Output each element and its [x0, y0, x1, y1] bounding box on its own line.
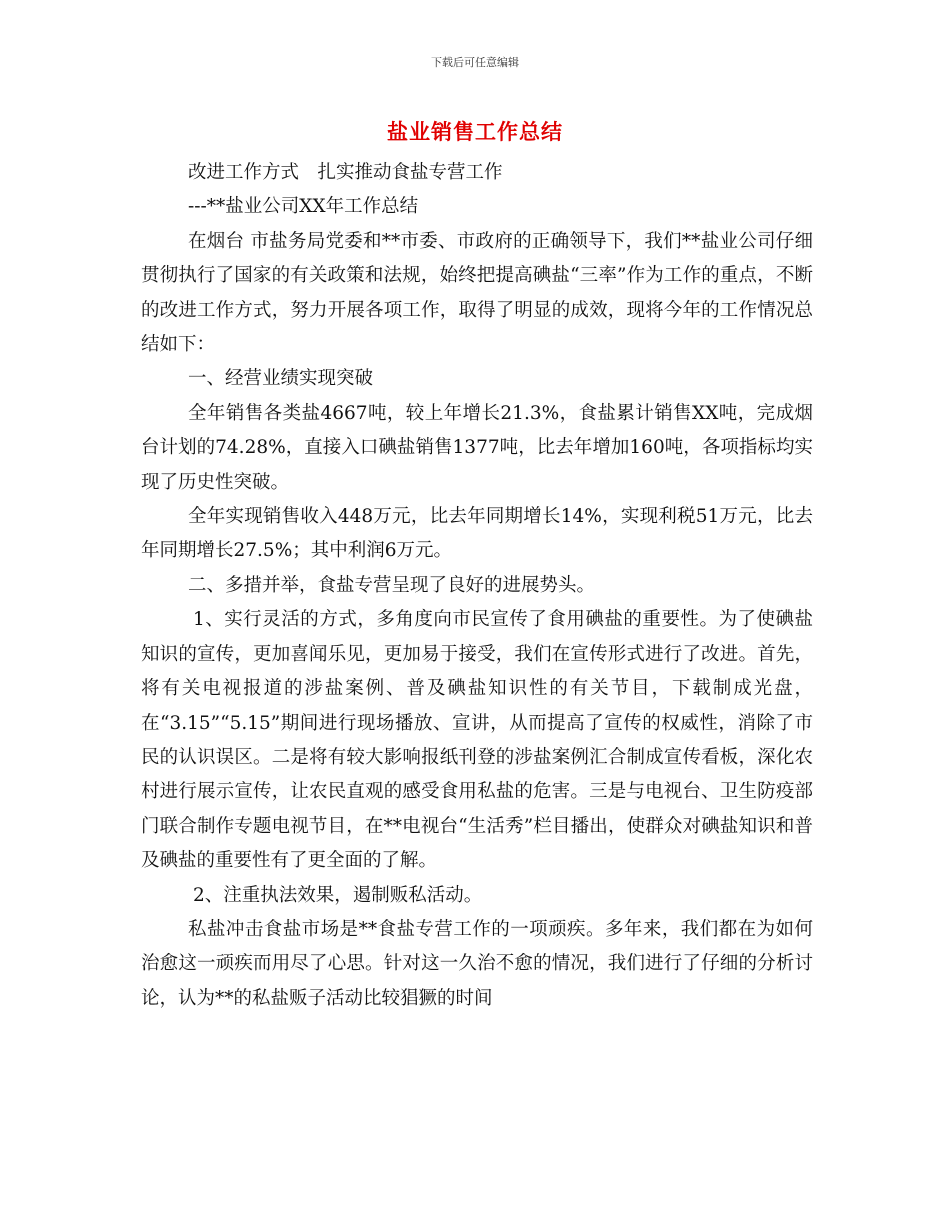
subtitle-source-line: ---**盐业公司XX年工作总结 [188, 196, 419, 218]
document-body [141, 156, 813, 1016]
private-salt-paragraph: 私盐冲击食盐市场是**食盐专营工作的一项顽疾。多年来，我们都在为如何治愈这一顽疾而用尽了心思。针对这一久治不愈的情况，我们进行了仔细的分析讨论，认为**的私盐贩子活动比较猖獗的时间 [141, 918, 813, 1009]
revenue-paragraph: 全年实现销售收入448万元，比去年同期增长14%，实现利税51万元，比去年同期增长27.5%；其中利润6万元。 [141, 506, 813, 562]
item-1-paragraph: 1、实行灵活的方式，多角度向市民宣传了食用碘盐的重要性。为了使碘盐知识的宣传，更加喜闻乐见，更加易于接受，我们在宣传形式进行了改进。首先，将有关电视报道的涉盐案例、普及碘盐知识性的有关节目，下载制成光盘，在“3.15”“5.15”期间进行现场播放、宣讲，从而提高了宣传的权威性，消除了市民的认识误区。二是将有较大影响报纸刊登的涉盐案例汇合制成宣传看板，深化农村进行展示宣传，让农民直观的感受食用私盐的危害。三是与电视台、卫生防疫部门联合制作专题电视节目，在**电视台“生活秀”栏目播出，使群众对碘盐知识和普及碘盐的重要性有了更全面的了解。 [141, 609, 813, 872]
header-note: 下载后可任意编辑 [431, 56, 519, 69]
section-heading-1: 一、经营业绩实现突破 [188, 368, 374, 390]
subtitle-line: 改进工作方式 扎实推动食盐专营工作 [188, 162, 503, 183]
sales-paragraph: 全年销售各类盐4667吨，较上年增长21.3%，食盐累计销售XX吨，完成烟台计划的74.28%，直接入口碘盐销售1377吨，比去年增加160吨，各项指标均实现了历史性突破。 [141, 402, 813, 493]
document-title: 盐业销售工作总结 [387, 120, 563, 144]
item-2-heading: 2、注重执法效果，遏制贩私活动。 [193, 884, 483, 906]
section-heading-2: 二、多措并举，食盐专营呈现了良好的进展势头。 [188, 574, 596, 596]
intro-paragraph: 在烟台 市盐务局党委和**市委、市政府的正确领导下，我们**盐业公司仔细贯彻执行了国家的有关政策和法规，始终把提高碘盐“三率”作为工作的重点，不断的改进工作方式，努力开展各项工作，取得了明显的成效，现将今年的工作情况总结如下： [141, 230, 813, 356]
